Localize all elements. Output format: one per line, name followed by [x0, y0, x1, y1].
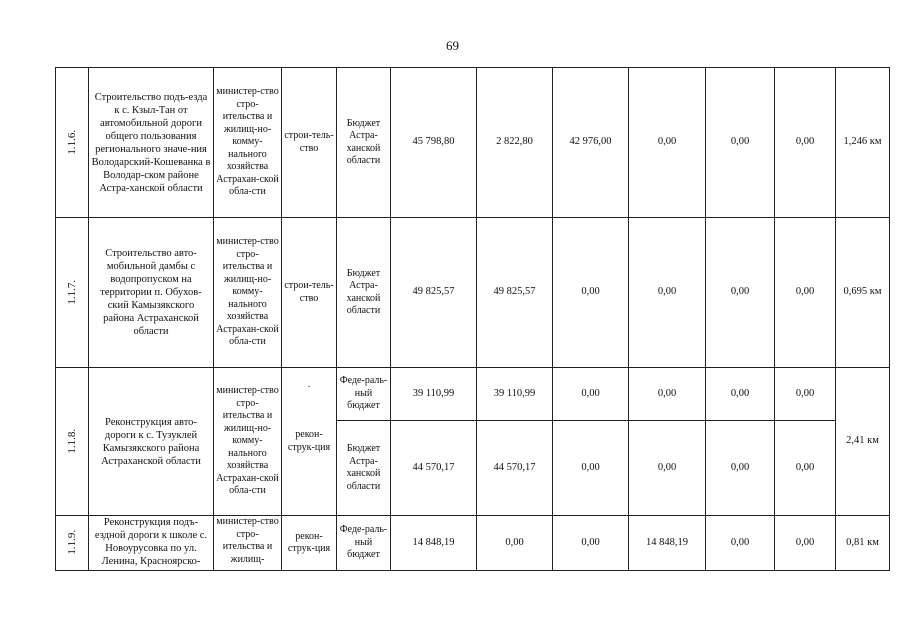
- row-year-3: 0,00: [629, 421, 706, 516]
- row-year-4: 0,00: [706, 68, 775, 218]
- row-total: 39 110,99: [391, 368, 477, 421]
- table-row: [56, 516, 890, 571]
- row-name: Строительство подъ-езда к с. Кзыл-Тан от автомобильной дороги общего пользования регионального значе-ния Володарский-Кошеванка в Володар-ском районе Астра-ханской области: [89, 68, 214, 218]
- row-total: 45 798,80: [391, 68, 477, 218]
- row-code: 1.1.6.: [56, 68, 89, 218]
- row-total: 49 825,57: [391, 218, 477, 368]
- program-table: [55, 67, 890, 571]
- row-year-4: 0,00: [706, 218, 775, 368]
- row-year-2: 0,00: [553, 516, 629, 571]
- row-ministry: министер-ство стро-ительства и жилищ-: [214, 516, 282, 571]
- row-year-5: 0,00: [775, 218, 836, 368]
- row-name: Строительство авто-мобильной дамбы с водопропуском на территории п. Обухов-ский Камызякского района Астраханской области: [89, 218, 214, 368]
- row-year-2: 42 976,00: [553, 68, 629, 218]
- row-year-5: 0,00: [775, 368, 836, 421]
- row-name: Реконструкция авто-дороги к с. Тузуклей Камызякского района Астраханской области: [89, 368, 214, 516]
- row-ministry: министер-ство стро-ительства и жилищ-но-комму-нального хозяйства Астрахан-ской обла-сти: [214, 68, 282, 218]
- row-code: 1.1.9.: [56, 516, 89, 571]
- stray-mark: ·: [307, 382, 311, 393]
- row-year-3: 0,00: [629, 218, 706, 368]
- row-work-type: · рекон-струк-ция: [282, 368, 337, 516]
- table-row: [56, 218, 890, 368]
- row-year-5: 0,00: [775, 516, 836, 571]
- row-code: 1.1.7.: [56, 218, 89, 368]
- row-result: 0,695 км: [836, 218, 890, 368]
- row-source: Бюджет Астра-ханской области: [337, 421, 391, 516]
- row-year-5: 0,00: [775, 68, 836, 218]
- page-number: 69: [446, 38, 459, 53]
- row-year-5: 0,00: [775, 421, 836, 516]
- row-year-3: 14 848,19: [629, 516, 706, 571]
- row-work-type: строи-тель-ство: [282, 68, 337, 218]
- row-year-1: 2 822,80: [477, 68, 553, 218]
- row-source: Феде-раль-ный бюджет: [337, 516, 391, 571]
- row-year-3: 0,00: [629, 68, 706, 218]
- row-total: 14 848,19: [391, 516, 477, 571]
- row-year-2: 0,00: [553, 368, 629, 421]
- row-source: Феде-раль-ный бюджет: [337, 368, 391, 421]
- row-code: 1.1.8.: [56, 368, 89, 516]
- row-total: 44 570,17: [391, 421, 477, 516]
- row-ministry: министер-ство стро-ительства и жилищ-но-комму-нального хозяйства Астрахан-ской обла-сти: [214, 368, 282, 516]
- row-result: 0,81 км: [836, 516, 890, 571]
- row-source: Бюджет Астра-ханской области: [337, 218, 391, 368]
- row-work-type: рекон-струк-ция: [282, 516, 337, 571]
- row-year-2: 0,00: [553, 421, 629, 516]
- row-ministry: министер-ство стро-ительства и жилищ-но-комму-нального хозяйства Астрахан-ской обла-сти: [214, 218, 282, 368]
- row-year-4: 0,00: [706, 421, 775, 516]
- row-year-3: 0,00: [629, 368, 706, 421]
- row-year-1: 44 570,17: [477, 421, 553, 516]
- row-name: Реконструкция подъ-ездной дороги к школе с. Новоурусовка по ул. Ленина, Красноярско-: [89, 516, 214, 571]
- table-row: [56, 368, 890, 421]
- row-year-1: 49 825,57: [477, 218, 553, 368]
- row-year-1: 0,00: [477, 516, 553, 571]
- row-year-4: 0,00: [706, 516, 775, 571]
- row-source: Бюджет Астра-ханской области: [337, 68, 391, 218]
- row-work-type: строи-тель-ство: [282, 218, 337, 368]
- row-year-1: 39 110,99: [477, 368, 553, 421]
- row-result: 2,41 км: [836, 368, 890, 516]
- row-year-2: 0,00: [553, 218, 629, 368]
- table-row: [56, 68, 890, 218]
- row-result: 1,246 км: [836, 68, 890, 218]
- row-year-4: 0,00: [706, 368, 775, 421]
